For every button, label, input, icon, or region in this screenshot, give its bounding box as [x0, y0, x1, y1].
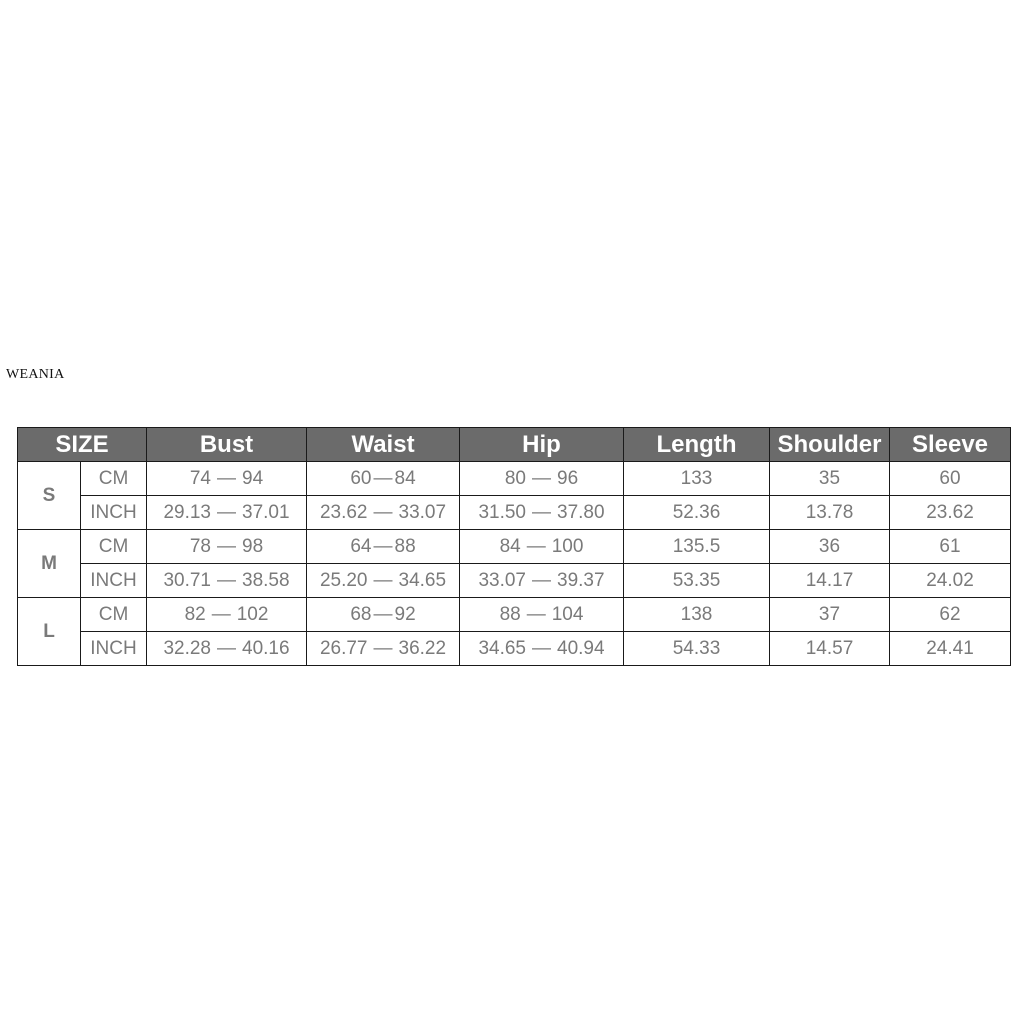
bust-cell: 29.13 — 37.01	[147, 496, 307, 530]
header-size: SIZE	[18, 428, 147, 462]
waist-cell: 68 — 92	[307, 598, 460, 632]
unit-label-cm: CM	[81, 530, 147, 564]
table-row	[18, 530, 1011, 564]
unit-label-cm: CM	[81, 598, 147, 632]
table-row	[18, 462, 1011, 496]
hip-cell: 84 — 100	[460, 530, 624, 564]
waist-cell: 23.62 — 33.07	[307, 496, 460, 530]
hip-cell: 31.50 — 37.80	[460, 496, 624, 530]
shoulder-cell: 37	[770, 598, 890, 632]
length-cell: 53.35	[624, 564, 770, 598]
table-row	[18, 496, 1011, 530]
hip-cell: 34.65 — 40.94	[460, 632, 624, 666]
bust-cell: 74 — 94	[147, 462, 307, 496]
length-cell: 54.33	[624, 632, 770, 666]
hip-cell: 80 — 96	[460, 462, 624, 496]
unit-label-cm: CM	[81, 462, 147, 496]
shoulder-cell: 13.78	[770, 496, 890, 530]
unit-label-inch: INCH	[81, 632, 147, 666]
brand-logo: WEANIA	[6, 367, 65, 382]
length-cell: 133	[624, 462, 770, 496]
header-row	[18, 428, 1011, 462]
length-cell: 135.5	[624, 530, 770, 564]
header-hip: Hip	[460, 428, 624, 462]
waist-cell: 60 — 84	[307, 462, 460, 496]
header-waist: Waist	[307, 428, 460, 462]
sleeve-cell: 24.02	[890, 564, 1011, 598]
unit-label-inch: INCH	[81, 564, 147, 598]
sleeve-cell: 62	[890, 598, 1011, 632]
shoulder-cell: 36	[770, 530, 890, 564]
sleeve-cell: 60	[890, 462, 1011, 496]
size-label-m: M	[18, 530, 81, 598]
header-bust: Bust	[147, 428, 307, 462]
sleeve-cell: 24.41	[890, 632, 1011, 666]
bust-cell: 30.71 — 38.58	[147, 564, 307, 598]
size-chart-table	[17, 427, 1011, 666]
length-cell: 138	[624, 598, 770, 632]
size-label-s: S	[18, 462, 81, 530]
sleeve-cell: 61	[890, 530, 1011, 564]
length-cell: 52.36	[624, 496, 770, 530]
waist-cell: 25.20 — 34.65	[307, 564, 460, 598]
sleeve-cell: 23.62	[890, 496, 1011, 530]
unit-label-inch: INCH	[81, 496, 147, 530]
table-row	[18, 564, 1011, 598]
size-label-l: L	[18, 598, 81, 666]
bust-cell: 82 — 102	[147, 598, 307, 632]
hip-cell: 88 — 104	[460, 598, 624, 632]
waist-cell: 26.77 — 36.22	[307, 632, 460, 666]
shoulder-cell: 14.57	[770, 632, 890, 666]
bust-cell: 78 — 98	[147, 530, 307, 564]
shoulder-cell: 35	[770, 462, 890, 496]
header-length: Length	[624, 428, 770, 462]
bust-cell: 32.28 — 40.16	[147, 632, 307, 666]
table-row	[18, 598, 1011, 632]
hip-cell: 33.07 — 39.37	[460, 564, 624, 598]
shoulder-cell: 14.17	[770, 564, 890, 598]
header-sleeve: Sleeve	[890, 428, 1011, 462]
table-row	[18, 632, 1011, 666]
waist-cell: 64 — 88	[307, 530, 460, 564]
header-shoulder: Shoulder	[770, 428, 890, 462]
